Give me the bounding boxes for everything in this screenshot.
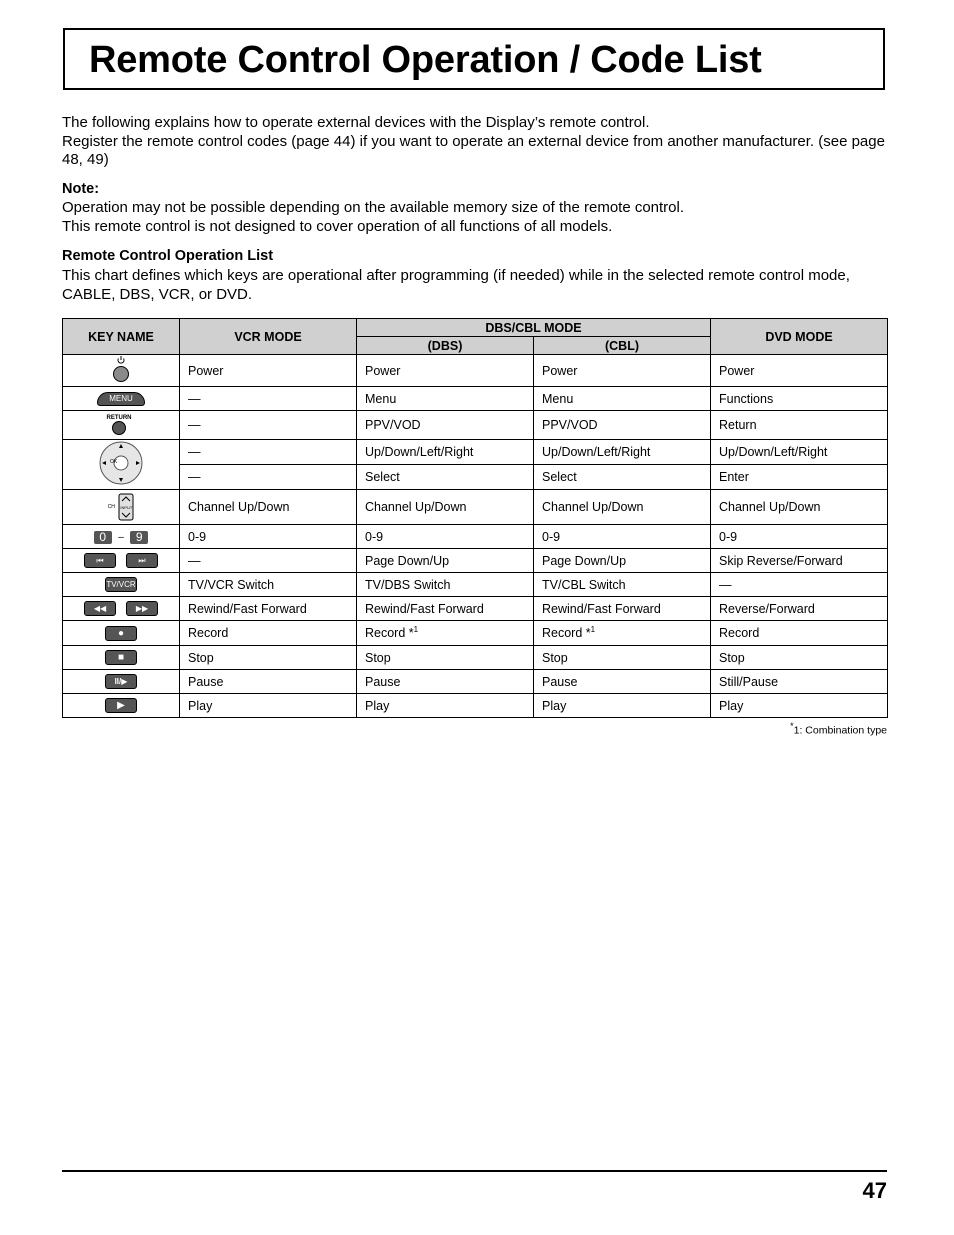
vcr-cell: — <box>180 549 357 573</box>
bottom-divider <box>62 1170 887 1172</box>
vcr-cell: — <box>180 387 357 411</box>
rewind-icon: ◀◀ <box>84 601 116 616</box>
header-vcr-mode: VCR MODE <box>180 319 357 355</box>
menu-button-icon <box>97 392 145 406</box>
vcr-cell: Play <box>180 694 357 718</box>
key-cell <box>63 621 180 646</box>
skip-forward-icon: ⏭ <box>126 553 158 568</box>
cbl-cell: Select <box>534 465 711 490</box>
header-dbs: (DBS) <box>357 337 534 355</box>
skip-reverse-icon: ⏮ <box>84 553 116 568</box>
page-title: Remote Control Operation / Code List <box>89 39 762 81</box>
dvd-cell: Channel Up/Down <box>711 490 888 525</box>
dvd-cell: — <box>711 573 888 597</box>
cbl-cell <box>534 621 711 646</box>
dbs-cell: TV/DBS Switch <box>357 573 534 597</box>
table-row <box>63 694 888 718</box>
ok-key-label: OK <box>110 459 118 465</box>
table-row <box>63 525 888 549</box>
dbs-cell: Up/Down/Left/Right <box>357 440 534 465</box>
tv-vcr-icon: TV/VCR <box>105 577 137 592</box>
stop-icon: ■ <box>105 650 137 665</box>
cbl-cell: Pause <box>534 670 711 694</box>
key-cell <box>63 490 180 525</box>
code-table <box>62 318 888 718</box>
table-row <box>63 646 888 670</box>
vcr-cell: — <box>180 411 357 440</box>
note-line-2: This remote control is not designed to cover operation of all functions of all models. <box>62 217 613 235</box>
dvd-cell: Skip Reverse/Forward <box>711 549 888 573</box>
power-icon <box>112 355 130 383</box>
cbl-cell: Up/Down/Left/Right <box>534 440 711 465</box>
key-cell <box>63 670 180 694</box>
cbl-cell: Menu <box>534 387 711 411</box>
dvd-cell: Return <box>711 411 888 440</box>
vcr-cell: 0-9 <box>180 525 357 549</box>
cbl-record-text: Record * <box>542 626 591 641</box>
return-key-label: RETURN <box>106 415 132 421</box>
title-box <box>63 28 885 90</box>
vcr-cell: Record <box>180 621 357 646</box>
dbs-cell: Select <box>357 465 534 490</box>
record-icon: ● <box>105 626 137 641</box>
cbl-cell: Rewind/Fast Forward <box>534 597 711 621</box>
list-heading: Remote Control Operation List <box>62 248 274 264</box>
vcr-cell: Channel Up/Down <box>180 490 357 525</box>
note-heading: Note: <box>62 181 100 197</box>
dbs-cell: PPV/VOD <box>357 411 534 440</box>
note-body <box>62 199 892 236</box>
vcr-cell: Pause <box>180 670 357 694</box>
dvd-cell: Record <box>711 621 888 646</box>
dvd-cell: Functions <box>711 387 888 411</box>
key-cell <box>63 597 180 621</box>
number-range-separator: – <box>118 531 124 543</box>
pause-icon: II/▶ <box>105 674 137 689</box>
cursor-pad-icon <box>97 440 145 486</box>
footnote-text: 1: Combination type <box>793 724 887 737</box>
table-row <box>63 355 888 387</box>
intro-line-1: The following explains how to operate external devices with the Display’s remote control. <box>62 114 650 131</box>
dvd-cell: 0-9 <box>711 525 888 549</box>
dbs-cell: Power <box>357 355 534 387</box>
cbl-cell: PPV/VOD <box>534 411 711 440</box>
header-dbs-cbl-mode: DBS/CBL MODE <box>357 319 711 337</box>
play-icon: ▶ <box>105 698 137 713</box>
table-row <box>63 597 888 621</box>
dbs-cell: Menu <box>357 387 534 411</box>
table-row <box>63 387 888 411</box>
dvd-cell: Up/Down/Left/Right <box>711 440 888 465</box>
cbl-cell: 0-9 <box>534 525 711 549</box>
list-description: This chart defines which keys are operational after programming (if needed) while in the selected remote control mode, CABLE, DBS, VCR, or DVD. <box>62 267 850 303</box>
key-cell <box>63 549 180 573</box>
intro-line-2: Register the remote control codes (page 44) if you want to operate an external device from another manufacturer. (see page 48, 49) <box>62 132 885 168</box>
vcr-cell: Stop <box>180 646 357 670</box>
menu-key-label: MENU <box>109 393 133 403</box>
dbs-cell: 0-9 <box>357 525 534 549</box>
cbl-cell: TV/CBL Switch <box>534 573 711 597</box>
header-dvd-mode: DVD MODE <box>711 319 888 355</box>
key-cell <box>63 387 180 411</box>
table-row <box>63 465 888 490</box>
intro-text <box>62 114 892 170</box>
table-row <box>63 670 888 694</box>
table-row <box>63 411 888 440</box>
table-row <box>63 573 888 597</box>
page-number: 47 <box>862 1178 887 1203</box>
table-row <box>63 490 888 525</box>
header-cbl: (CBL) <box>534 337 711 355</box>
vcr-cell: — <box>180 465 357 490</box>
key-cell <box>63 355 180 387</box>
dbs-cell: Page Down/Up <box>357 549 534 573</box>
number-0-button: 0 <box>94 531 112 544</box>
key-cell <box>63 573 180 597</box>
vcr-cell: — <box>180 440 357 465</box>
dbs-cell: Rewind/Fast Forward <box>357 597 534 621</box>
cbl-cell: Channel Up/Down <box>534 490 711 525</box>
dbs-cell <box>357 621 534 646</box>
footnote-asterisk: * <box>790 721 794 731</box>
footnote-marker: 1 <box>413 625 419 635</box>
vcr-cell: Rewind/Fast Forward <box>180 597 357 621</box>
key-cell <box>63 411 180 440</box>
dvd-cell: Power <box>711 355 888 387</box>
channel-key-label-input: INPUT <box>120 505 133 510</box>
channel-key-label-ch: CH <box>107 504 115 510</box>
key-cell <box>63 440 180 490</box>
return-icon <box>112 421 126 435</box>
cbl-cell: Power <box>534 355 711 387</box>
dvd-cell: Enter <box>711 465 888 490</box>
header-key-name: KEY NAME <box>63 319 180 355</box>
dbs-record-text: Record * <box>365 626 414 641</box>
dvd-cell: Reverse/Forward <box>711 597 888 621</box>
cbl-cell: Page Down/Up <box>534 549 711 573</box>
key-cell <box>63 646 180 670</box>
key-cell <box>63 694 180 718</box>
cbl-cell: Play <box>534 694 711 718</box>
table-row <box>63 549 888 573</box>
note-line-1: Operation may not be possible depending on the available memory size of the remote control. <box>62 199 685 216</box>
table-row <box>63 440 888 465</box>
fast-forward-icon: ▶▶ <box>126 601 158 616</box>
dbs-cell: Pause <box>357 670 534 694</box>
vcr-cell: Power <box>180 355 357 387</box>
dbs-cell: Channel Up/Down <box>357 490 534 525</box>
key-cell <box>63 525 180 549</box>
dvd-cell: Still/Pause <box>711 670 888 694</box>
dbs-cell: Play <box>357 694 534 718</box>
dvd-cell: Play <box>711 694 888 718</box>
footnote <box>790 721 887 737</box>
footnote-marker: 1 <box>590 625 596 635</box>
cbl-cell: Stop <box>534 646 711 670</box>
table-row <box>63 621 888 646</box>
vcr-cell: TV/VCR Switch <box>180 573 357 597</box>
dvd-cell: Stop <box>711 646 888 670</box>
dbs-cell: Stop <box>357 646 534 670</box>
number-9-button: 9 <box>130 531 148 544</box>
